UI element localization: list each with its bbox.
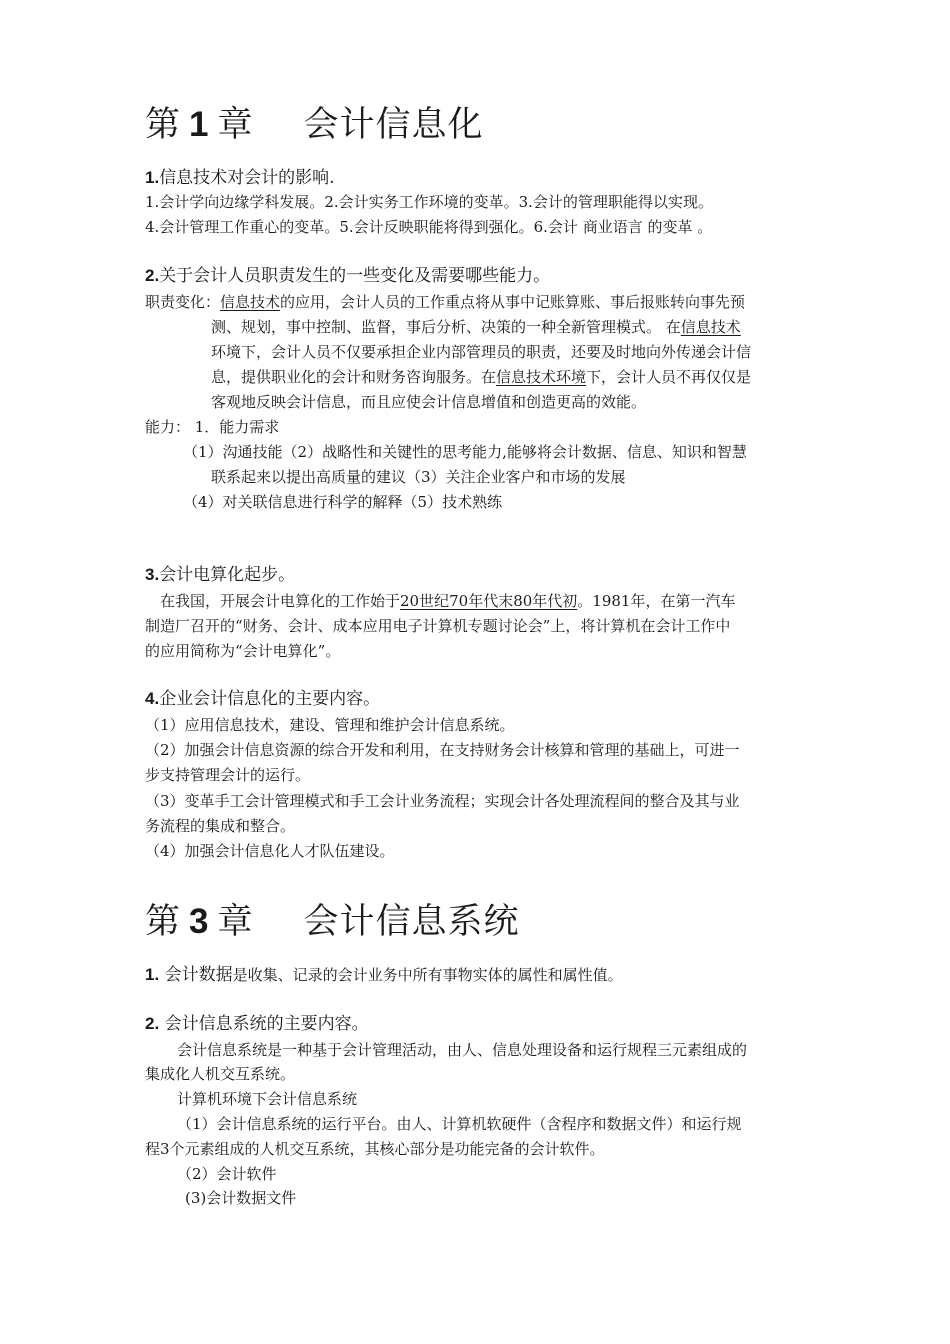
section-1-line-1: 1.会计学向边缘学科发展。2.会计实务工作环境的变革。3.会计的管理职能得以实现。 <box>145 193 713 211</box>
section-2-heading: 2.关于会计人员职责发生的一些变化及需要哪些能力。 <box>145 266 551 286</box>
section-1-line-2: 4.会计管理工作重心的变革。5.会计反映职能将得到强化。6.会计 商业语言 的变革 。 <box>145 218 713 236</box>
ch3-section-2-line-7: (3)会计数据文件 <box>185 1189 297 1207</box>
section-4-line-2: （2）加强会计信息资源的综合开发和利用，在支持财务会计核算和管理的基础上，可进一 <box>145 741 740 759</box>
ch3-section-2-line-1: 会计信息系统是一种基于会计管理活动，由人、信息处理设备和运行规程三元素组成的 <box>177 1041 748 1059</box>
ch3-section-2-line-5: 程3个元素组成的人机交互系统，其核心部分是功能完备的会计软件。 <box>145 1140 605 1158</box>
ch3-section-2-line-6: （2）会计软件 <box>177 1165 277 1183</box>
ch3-section-1: 1. 会计数据是收集、记录的会计业务中所有事物实体的属性和属性值。 <box>145 965 623 985</box>
section-3-heading: 3.会计电算化起步。 <box>145 565 296 585</box>
ability-line-3: 联系起来以提出高质量的建议（3）关注企业客户和市场的发展 <box>211 468 626 486</box>
duty-change-line-4: 息，提供职业化的会计和财务咨询服务。在信息技术环境下，会计人员不再仅仅是 <box>211 368 752 386</box>
ability-line-2: （1）沟通技能（2）战略性和关键性的思考能力,能够将会计数据、信息、知识和智慧 <box>183 443 747 461</box>
chapter-3-title: 第 3 章 会计信息系统 <box>145 902 520 942</box>
ability-line-1: 能力： 1．能力需求 <box>145 418 280 436</box>
ch3-section-2-line-4: （1）会计信息系统的运行平台。由人、计算机软硬件（含程序和数据文件）和运行规 <box>177 1115 742 1133</box>
ch3-section-2-line-2: 集成化人机交互系统。 <box>145 1065 296 1083</box>
section-4-line-5: 务流程的集成和整合。 <box>145 817 296 835</box>
chapter-1-title: 第 1 章 会计信息化 <box>145 105 484 145</box>
duty-change-line-2: 测、规划，事中控制、监督，事后分析、决策的一种全新管理模式。 在信息技术 <box>211 318 741 336</box>
duty-change-line-5: 客观地反映会计信息，而且应使会计信息增值和创造更高的效能。 <box>211 393 647 411</box>
section-4-line-4: （3）变革手工会计管理模式和手工会计业务流程；实现会计各处理流程间的整合及其与业 <box>145 792 740 810</box>
section-4-line-3: 步支持管理会计的运行。 <box>145 766 311 784</box>
ch3-section-2-line-3: 计算机环境下会计信息系统 <box>177 1090 358 1108</box>
section-1-heading: 1.信息技术对会计的影响. <box>145 168 335 188</box>
section-3-line-1: 在我国，开展会计电算化的工作始于20世纪70年代末80年代初。1981年，在第一汽车 <box>160 592 736 610</box>
duty-change-line-3: 环境下，会计人员不仅要承担企业内部管理员的职责，还要及时地向外传递会计信 <box>211 343 752 361</box>
ability-line-4: （4）对关联信息进行科学的解释（5）技术熟练 <box>183 493 503 511</box>
section-4-line-6: （4）加强会计信息化人才队伍建设。 <box>145 842 395 860</box>
ch3-section-2-heading: 2. 会计信息系统的主要内容。 <box>145 1014 369 1034</box>
section-3-line-2: 制造厂召开的“财务、会计、成本应用电子计算机专题讨论会”上，将计算机在会计工作中 <box>145 617 731 635</box>
section-3-line-3: 的应用简称为“会计电算化”。 <box>145 642 341 660</box>
section-4-heading: 4.企业会计信息化的主要内容。 <box>145 689 381 709</box>
duty-change-line-1: 职责变化：信息技术的应用，会计人员的工作重点将从事中记账算账、事后报账转向事先预 <box>145 293 746 311</box>
section-4-line-1: （1）应用信息技术，建设、管理和维护会计信息系统。 <box>145 716 515 734</box>
